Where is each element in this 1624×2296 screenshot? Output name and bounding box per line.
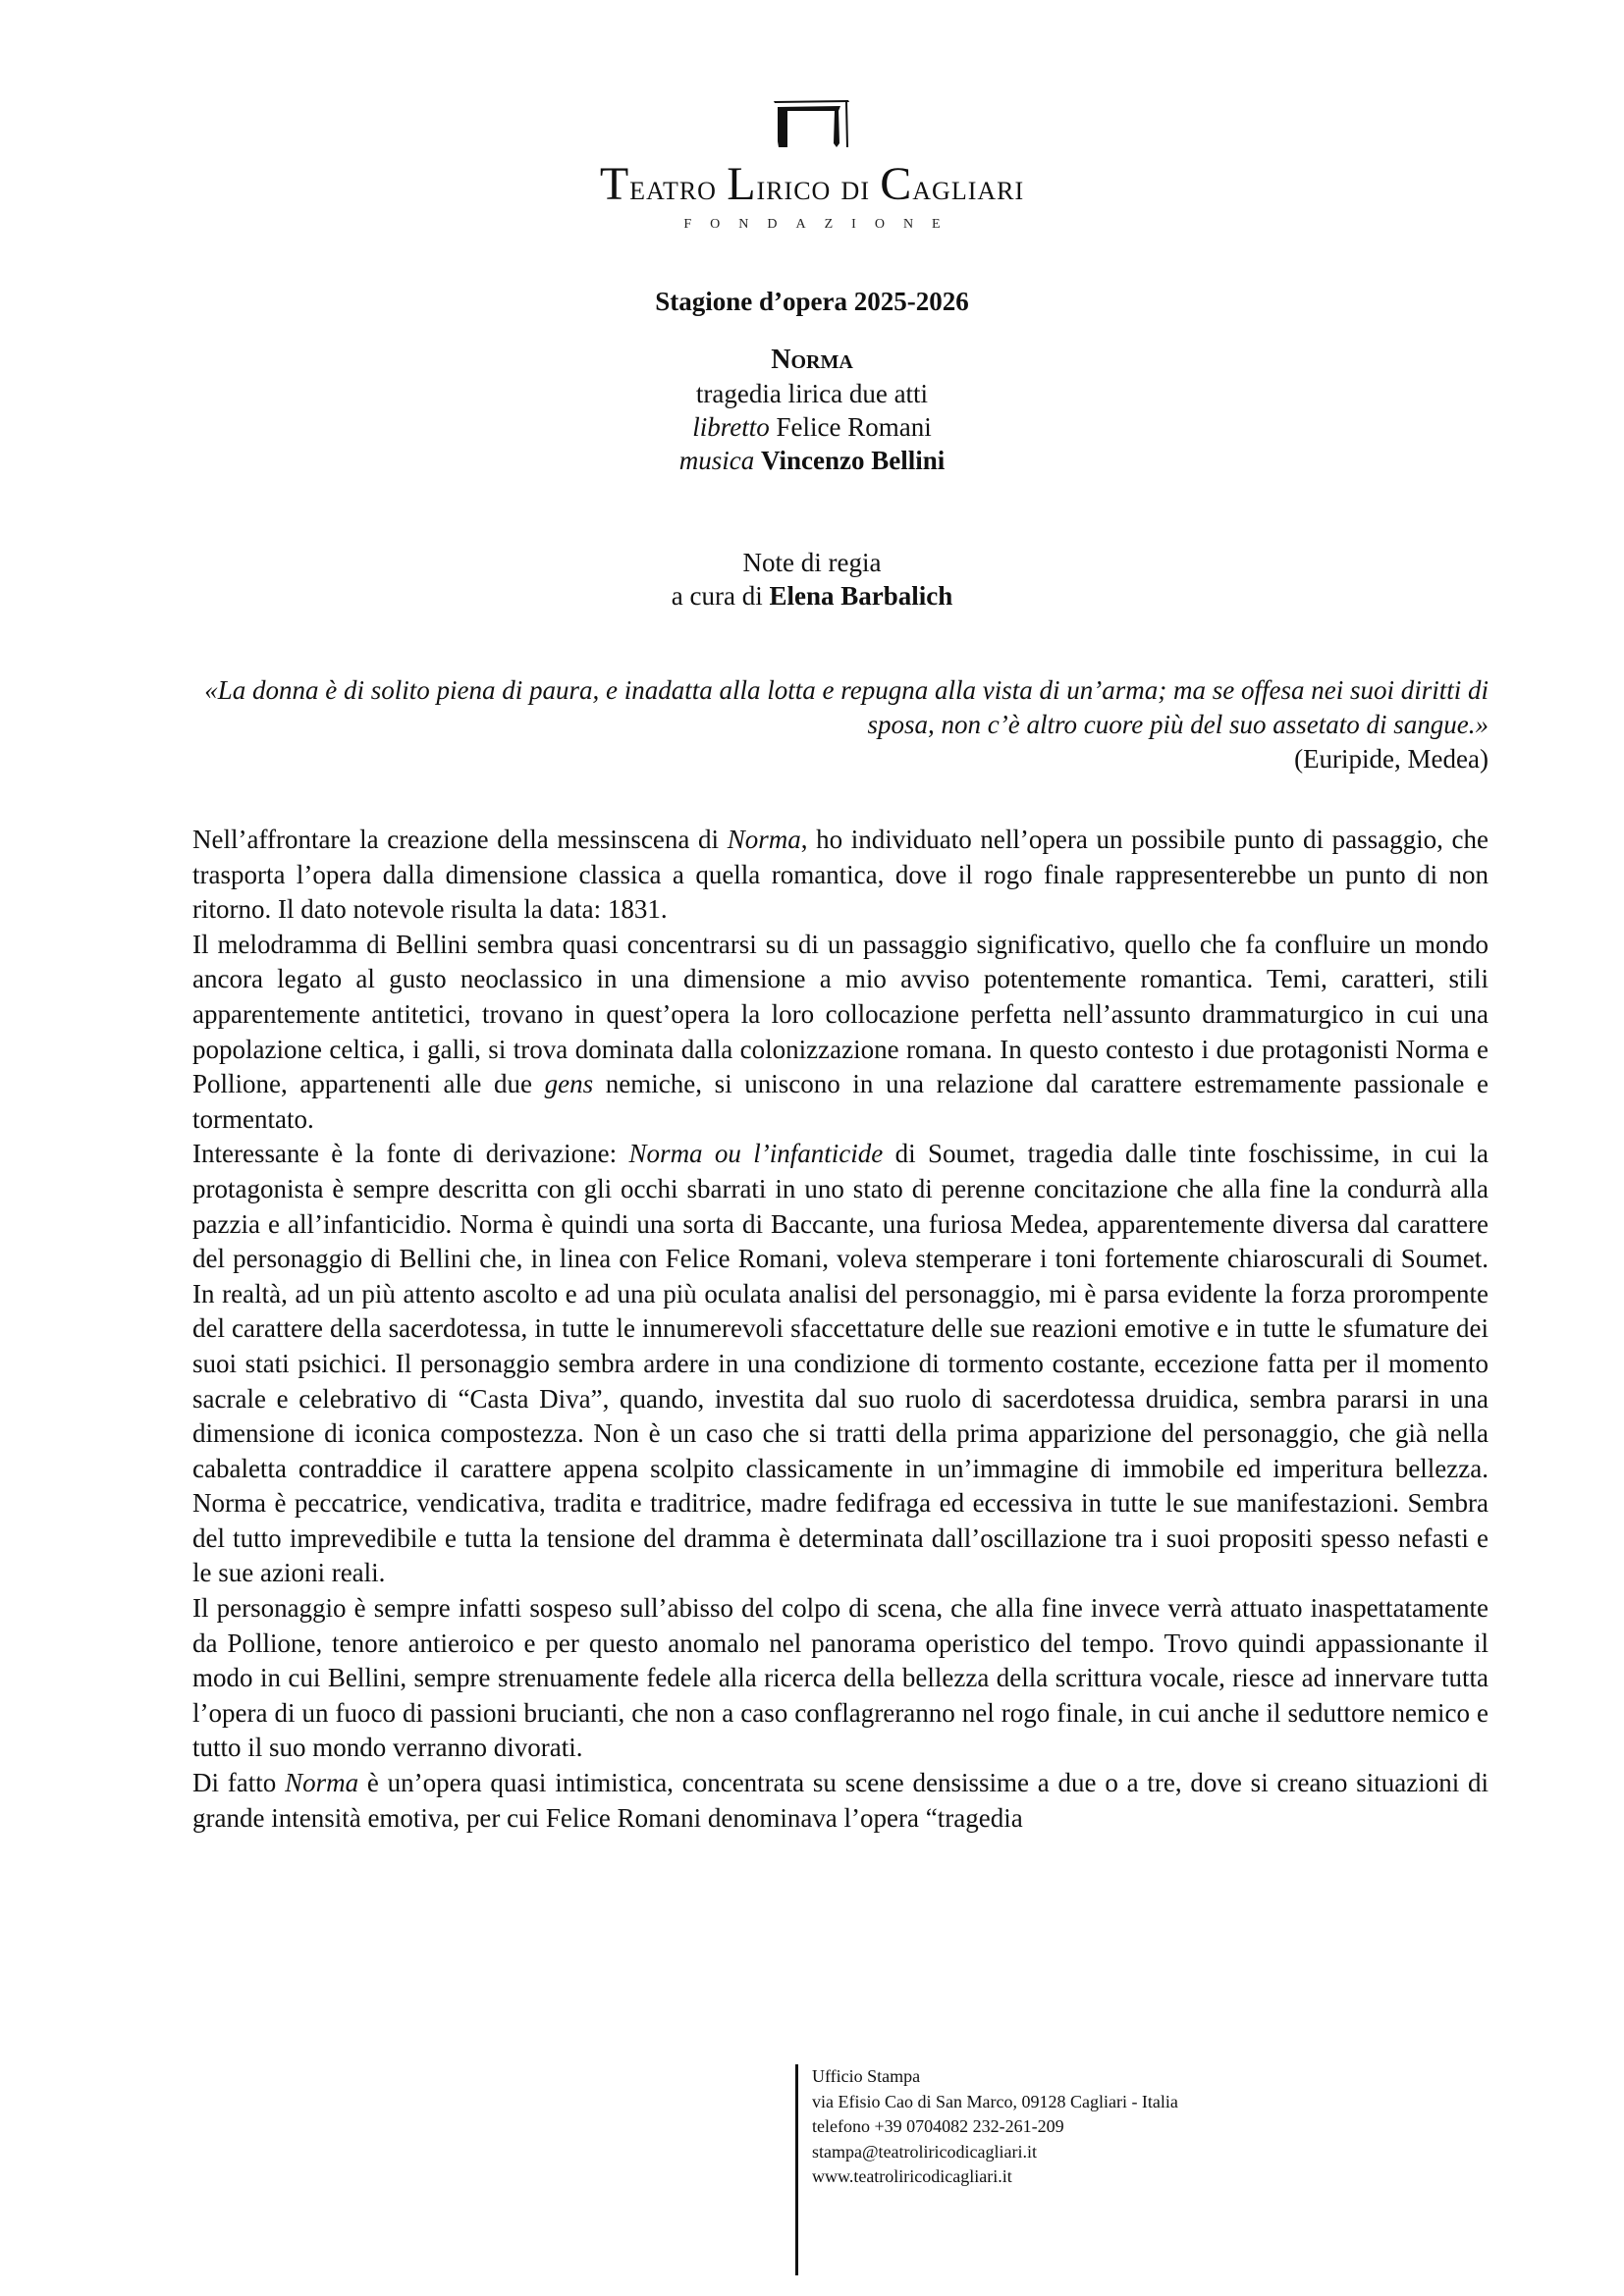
theatre-proscenium-icon: [772, 98, 852, 149]
footer-phone: telefono +39 0704082 232-261-209: [812, 2116, 1064, 2136]
body-text: [192, 823, 1489, 1836]
music-label: musica: [678, 446, 755, 475]
organization-logo: [0, 98, 1624, 233]
curated-by-line: [0, 579, 1624, 613]
text-run: Di fatto: [192, 1768, 286, 1798]
organization-name: [0, 157, 1624, 211]
text-run: di Soumet, tragedia dalle tinte foschissime, in cui la protagonista è sempre descritta con gli occhi sbarrati in uno stato di perenne concitazione che alla fine la condurrà alla pazzia e all’infanticidio. Norma è quindi una sorta di Baccante, una furiosa Medea, apparentemente diversa dal carattere del personaggio di Bellini che, in linea con Felice Romani, voleva stemperare i toni fortemente chiaroscurali di Soumet. In realtà, ad un più attento ascolto e ad una più oculata analisi del personaggio, mi è parsa evidente la forza prorompente del carattere della sacerdotessa, in tutte le innumerevoli sfaccettature delle sue reazioni emotive e in tutte le sfumature dei suoi stati psichici. Il personaggio sembra ardere in una condizione di tormento costante, eccezione fatta per il momento sacrale e celebrativo di “Casta Diva”, quando, investita dal suo ruolo di sacerdotessa druidica, sembra pararsi in una dimensione di iconica compostezza. Non è un caso che si tratti della prima apparizione del personaggio, che già nella cabaletta contraddice il carattere appena scolpito classicamente in un’immagine di immobile ed imperitura bellezza. Norma è peccatrice, vendicativa, tradita e traditrice, madre fedifraga ed eccessiva in tutte le sue manifestazioni. Sembra del tutto imprevedibile e tutta la tensione del dramma è determinata dall’oscillazione tra i suoi propositi spesso nefasti e le sue azioni reali.: [192, 1139, 1489, 1588]
text-run: Interessante è la fonte di derivazione:: [192, 1139, 629, 1169]
text-run: Il melodramma di Bellini sembra quasi concentrarsi su di un passaggio significativo, quello che fa confluire un mondo ancora legato al gusto neoclassico in una dimensione a mio avviso potentemente romantica. Temi, caratteri, stili apparentemente antitetici, trovano in quest’opera la loro collocazione perfetta nell’assunto drammaturgico in cui una popolazione celtica, i galli, si trova dominata dalla colonizzazione romana. In questo contesto i due protagonisti Norma e Pollione, appartenenti alle due: [192, 929, 1489, 1099]
text-run: Il personaggio è sempre infatti sospeso sull’abisso del colpo di scena, che alla fine invece verrà attuato inaspettatamente da Pollione, tenore antieroico e per questo anomalo nel panorama operistico del tempo. Trovo quindi appassionante il modo in cui Bellini, sempre strenuamente fedele alla ricerca della bellezza della scrittura vocale, riesce ad innervare tutta l’opera di un fuoco di passioni brucianti, che non a caso conflagreranno nel rogo finale, in cui anche il seduttore nemico e tutto il suo mondo verranno divorati.: [192, 1593, 1489, 1763]
director-name: Elena Barbalich: [769, 581, 953, 611]
logo-letter: C: [880, 158, 913, 210]
body-paragraph: [192, 1137, 1489, 1591]
italic-run: Norma: [727, 825, 801, 854]
season-title: Stagione d’opera 2025-2026: [655, 287, 969, 316]
director-notes-heading: [0, 546, 1624, 613]
text-run: Nell’affrontare la creazione della messinscena di: [192, 825, 728, 854]
press-office-footer: [795, 2064, 1264, 2275]
epigraph: [192, 673, 1489, 776]
logo-letter: T: [599, 158, 630, 210]
epigraph-source: (Euripide, Medea): [1294, 744, 1489, 774]
text-run: è un’opera quasi intimistica, concentrata su scene densissime a due o a tre, dove si creano situazioni di grande intensità emotiva, per cui Felice Romani denominava l’opera “tragedia: [192, 1768, 1489, 1833]
footer-email[interactable]: stampa@teatroliricodicagliari.it: [812, 2141, 1037, 2162]
italic-run: gens: [544, 1069, 594, 1099]
librettist: Felice Romani: [776, 412, 932, 442]
logo-word: eatro: [629, 168, 728, 208]
body-paragraph: [192, 928, 1489, 1138]
italic-run: Norma ou l’infanticide: [628, 1139, 884, 1169]
body-paragraph: [192, 823, 1489, 928]
opera-title: Norma: [771, 345, 853, 375]
italic-run: Norma: [285, 1768, 359, 1798]
organization-subtitle: FONDAZIONE: [683, 217, 959, 232]
footer-address: via Efisio Cao di San Marco, 09128 Cagliari - Italia: [812, 2091, 1178, 2111]
notes-title: Note di regia: [742, 548, 882, 577]
text-run: , ho individuato nell’opera un possibile punto di passaggio, che trasporta l’opera dalla dimensione classica a quella romantica, dove il rogo finale rappresenterebbe un punto di non ritorno. Il dato notevole risulta la data: 1831.: [192, 825, 1489, 925]
footer-website[interactable]: www.teatroliricodicagliari.it: [812, 2166, 1012, 2186]
logo-letter: L: [727, 158, 757, 210]
body-paragraph: [192, 1591, 1489, 1766]
logo-word: agliari: [912, 168, 1025, 208]
composer: Vincenzo Bellini: [761, 446, 946, 475]
music-line: [0, 444, 1624, 477]
footer-office: Ufficio Stampa: [812, 2066, 921, 2086]
libretto-line: [0, 410, 1624, 444]
opera-info: [0, 344, 1624, 477]
epigraph-quote: «La donna è di solito piena di paura, e inadatta alla lotta e repugna alla vista di un’arma; ma se offesa nei suoi diritti di sposa, non c’è altro cuore più del suo assetato di sangue.»: [204, 675, 1489, 739]
logo-word: irico di: [756, 168, 881, 208]
opera-genre: tragedia lirica due atti: [695, 379, 929, 408]
text-run: nemiche, si uniscono in una relazione dal carattere estremamente passionale e tormentato.: [192, 1069, 1489, 1134]
curated-by-label: a cura di: [671, 581, 763, 611]
libretto-label: libretto: [692, 412, 770, 442]
body-paragraph: [192, 1766, 1489, 1836]
